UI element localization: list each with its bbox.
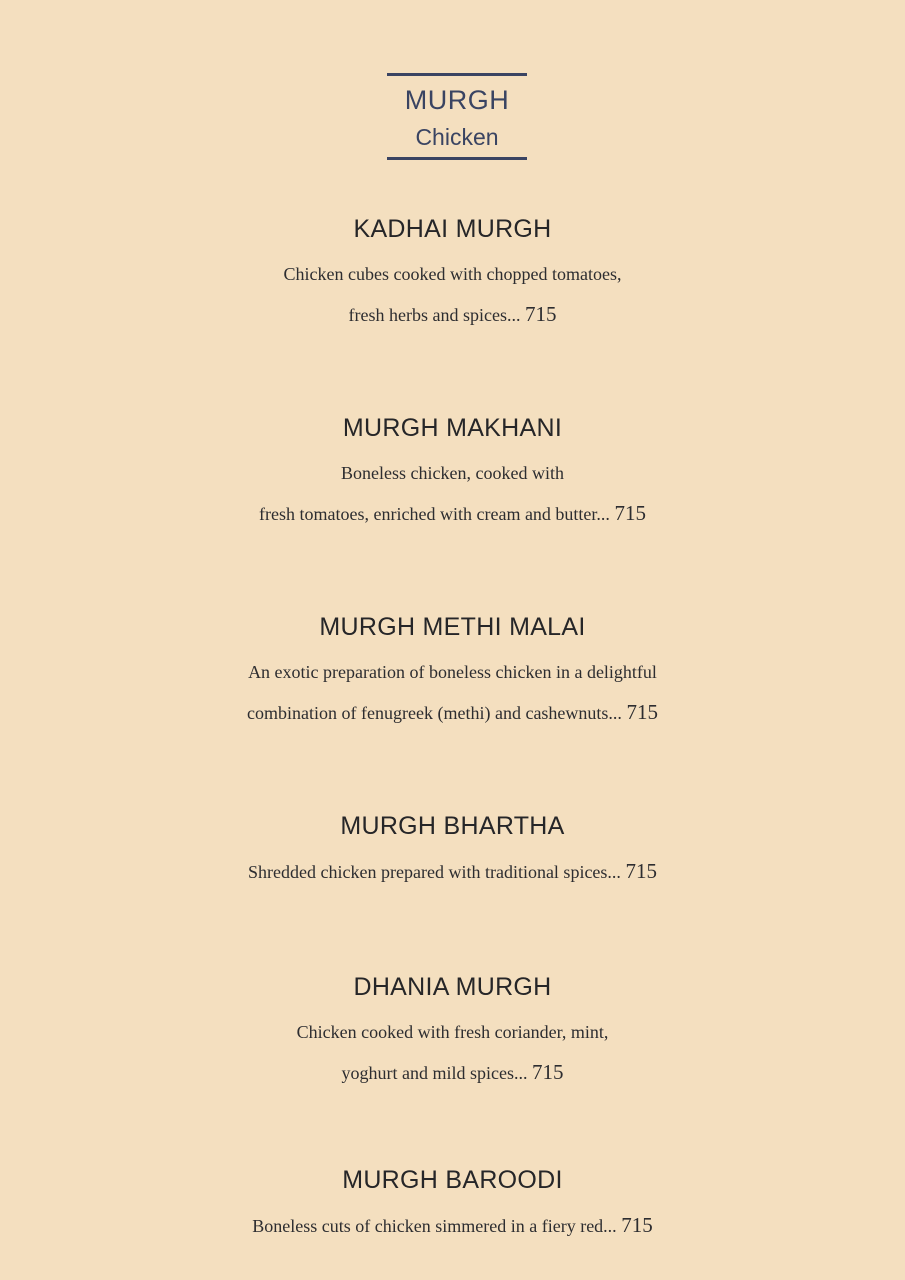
item-description bbox=[0, 453, 905, 534]
item-price: 715 bbox=[621, 1213, 653, 1237]
section-header bbox=[387, 73, 527, 161]
menu-item bbox=[0, 214, 905, 335]
menu-item bbox=[0, 612, 905, 733]
header-bottom-rule bbox=[387, 157, 527, 160]
item-description bbox=[0, 652, 905, 733]
item-desc-line: An exotic preparation of boneless chicken in a delightful bbox=[248, 662, 657, 682]
item-name: MURGH BHARTHA bbox=[340, 812, 565, 840]
item-desc-line: Chicken cubes cooked with chopped tomatoes, bbox=[283, 264, 622, 284]
section-subtitle: Chicken bbox=[415, 124, 499, 150]
item-price: 715 bbox=[524, 302, 557, 326]
item-desc-line: combination of fenugreek (methi) and cashewnuts... bbox=[247, 703, 622, 723]
item-name: DHANIA MURGH bbox=[353, 973, 552, 1001]
item-price: 715 bbox=[626, 700, 658, 724]
item-desc-line: yoghurt and mild spices... bbox=[341, 1063, 528, 1083]
item-name: MURGH MAKHANI bbox=[342, 414, 563, 442]
item-desc-line: Shredded chicken prepared with traditional spices... bbox=[248, 862, 621, 882]
item-description bbox=[0, 851, 905, 892]
menu-item bbox=[0, 413, 905, 534]
item-name: MURGH METHI MALAI bbox=[319, 613, 586, 641]
menu-item bbox=[0, 1165, 905, 1246]
item-desc-line: fresh herbs and spices... bbox=[348, 305, 521, 325]
item-price: 715 bbox=[614, 501, 646, 525]
item-description bbox=[0, 254, 905, 335]
item-price: 715 bbox=[625, 859, 657, 883]
item-desc-line: fresh tomatoes, enriched with cream and butter... bbox=[259, 504, 610, 524]
item-desc-line: Chicken cooked with fresh coriander, mint, bbox=[296, 1022, 609, 1042]
item-description bbox=[0, 1012, 905, 1093]
item-name: MURGH BAROODI bbox=[342, 1166, 563, 1194]
item-price: 715 bbox=[531, 1060, 564, 1084]
item-name: KADHAI MURGH bbox=[353, 215, 552, 243]
item-desc-line: Boneless cuts of chicken simmered in a fiery red... bbox=[252, 1216, 617, 1236]
menu-item bbox=[0, 811, 905, 892]
menu-item bbox=[0, 972, 905, 1093]
item-description bbox=[0, 1205, 905, 1246]
section-title: MURGH bbox=[404, 85, 510, 115]
item-desc-line: Boneless chicken, cooked with bbox=[341, 463, 564, 483]
header-top-rule bbox=[387, 73, 527, 76]
